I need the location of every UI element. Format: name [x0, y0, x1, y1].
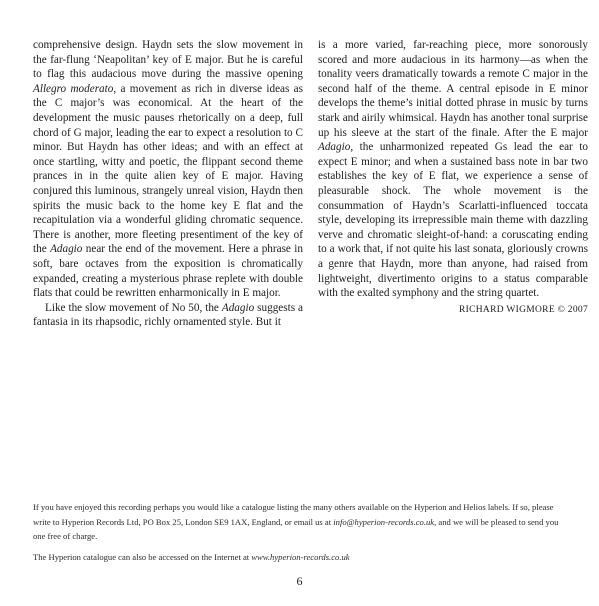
right-paragraph-1: is a more varied, far-reaching piece, more sonorously scored and more audacious in its harmony—as when the tonality veers dramatically towards a remote C major in the second half of the theme. A central episode in E minor develops the theme’s initial dotted phrase in music by turns stark and airily whimsical. Haydn has another tonal surprise up his sleeve at the start of the finale. After the E major Adagio, the unharmonized repeated Gs lead the ear to expect E minor; and when a sustained bass note in bar two establishes the key of E flat, we experience a sense of pleasurable shock. The whole movement is the consummation of Haydn’s Scarlatti-influenced toccata style, developing its irrepressible main theme with dazzling verve and chromatic sleight-of-hand: a coruscating ending to a work that, if not quite his last sonata, gloriously crowns a genre that Haydn, more than anyone, had raised from lightweight, divertimento origins to a status comparable with the exalted symphony and the string quartet.: [318, 39, 588, 300]
italic-tempo-marking: Adagio: [221, 301, 255, 314]
italic-tempo-marking: Adagio: [318, 141, 351, 154]
left-column: [33, 38, 303, 330]
catalogue-notice-paragraph: If you have enjoyed this recording perhaps you would like a catalogue listing the many others available on the Hyperion and Helios labels. If so, please write to Hyperion Records Ltd, PO Box 25, London SE9 1AX, England, or email us at info@hyperion-records.co.uk, and we will be pleased to send you one free of charge.: [33, 502, 559, 541]
right-column: [318, 38, 588, 317]
contact-email: info@hyperion-records.co.uk: [333, 516, 435, 527]
italic-tempo-marking: Allegro moderato: [33, 82, 114, 95]
catalogue-web-paragraph: The Hyperion catalogue can also be accessed on the Internet at www.hyperion-records.co.uk: [33, 551, 350, 562]
left-paragraph-1: comprehensive design. Haydn sets the slow movement in the far-flung ‘Neapolitan’ key of E major. But he is careful to flag this audacious move during the massive opening Allegro moderato, a movement as rich in diverse ideas as the C major’s was economical. At the heart of the development the music pauses rhetorically on a deep, full chord of G major, leading the ear to expect a resolution to C minor. But Haydn has other ideas; and with an effect at once startling, witty and poetic, the flippant second theme prances in in the quite alien key of E major. Having conjured this luminous, strangely unreal vision, Haydn then spirits the music back to the home key E flat and the recapitulation via a wonderful gliding chromatic sequence. There is another, more fleeting presentiment of the key of the Adagio near the end of the movement. Here a phrase in soft, bare octaves from the exposition is chromatically expanded, creating a mysterious phrase replete with double flats that could be rewritten enharmonically in E major.: [33, 39, 303, 300]
website-url: www.hyperion-records.co.uk: [251, 551, 350, 562]
italic-tempo-marking: Adagio: [50, 243, 83, 256]
page-number: 6: [296, 574, 303, 588]
left-paragraph-2: Like the slow movement of No 50, the Adagio suggests a fantasia in its rhapsodic, richly ornamented style. But it: [33, 301, 303, 329]
catalogue-notice: [33, 500, 570, 564]
author-credit: RICHARD WIGMORE © 2007: [459, 304, 588, 315]
